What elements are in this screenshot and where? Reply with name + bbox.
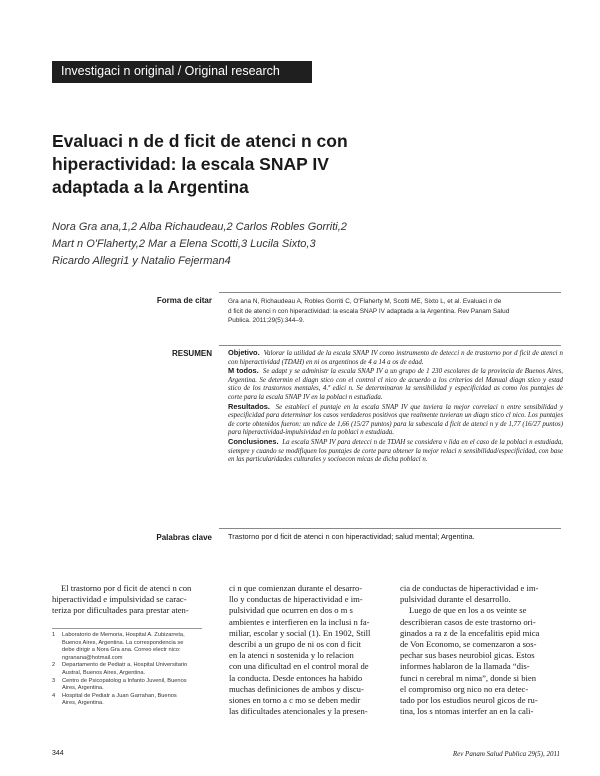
footnote	[52, 662, 207, 677]
body-line: el compromiso org nico no era detec-	[400, 683, 529, 694]
footnote-rule	[52, 628, 202, 629]
author-line: Ricardo Allegri1 y Natalio Fejerman4	[52, 255, 231, 267]
body-line: ci n que comienzan durante el desarro-	[229, 583, 363, 593]
title-line: Evaluaci n de d ficit de atenci n con	[52, 131, 348, 151]
body-line: la conducta. Desde entonces ha habido	[229, 672, 363, 683]
body-line: tina, los s ntomas interfer an en la cali-	[400, 706, 534, 717]
abstract-metodos	[228, 367, 563, 402]
abstract-objetivo	[228, 349, 563, 367]
abstract-label: RESUMEN	[171, 349, 212, 358]
footnote-line: Austral, Buenos Aires, Argentina.	[62, 669, 146, 676]
abstract-heading: Resultados.	[228, 401, 270, 411]
body-line: ambientes e interfieren en la inclusi n fa-	[229, 616, 370, 627]
body-line: siones en torno a c mo se deben medir	[229, 695, 361, 706]
citation-rule	[219, 292, 561, 293]
abstract-conclusiones	[228, 438, 563, 465]
body-line: Luego de que en los a os veinte se	[409, 605, 527, 616]
body-line: con una dificultad en el control moral de	[229, 661, 369, 672]
body-line: teriza por dificultades para prestar aten-	[52, 605, 189, 616]
body-line: las dificultades atencionales y la presen-	[229, 706, 368, 717]
body-line: de Von Economo, se comenzaron a sos-	[400, 639, 537, 650]
abstract-resultados	[228, 403, 563, 438]
body-line: llo y conductas de hiperactividad e im-	[229, 594, 363, 605]
footnote-number: 1	[52, 632, 56, 638]
body-line: hiperactividad e impulsividad se carac-	[52, 594, 187, 605]
footnote	[52, 632, 207, 662]
body-line: El trastorno por d ficit de atenci n con	[61, 583, 192, 593]
body-line: describi a un grupo de ni os con d ficit	[229, 639, 361, 650]
body-line: funci n cerebral m nima”, donde si bien	[400, 672, 537, 683]
body-line: cia de conductas de hiperactividad e im-	[400, 583, 539, 593]
abstract-rule	[219, 345, 561, 346]
citation-text	[228, 297, 563, 326]
citation-line: Gra ana N, Richaudeau A, Robles Gorriti C, O'Flaherty M, Scotti ME, Sixto L, et al. Evaluaci n de	[228, 298, 502, 305]
body-column-2	[229, 583, 381, 717]
abstract-heading: Objetivo.	[228, 348, 260, 357]
journal-reference: Rev Panam Salud Publica 29(5), 2011	[452, 750, 560, 758]
abstract-text: La escala SNAP IV para detecci n de TDAH se considera v lida en el caso de la poblaci n estudiada, siempre y cuando se modifiquen los puntajes de corte para obtener la mejor relaci n sensibilidad/especificidad, con base en las particularidades culturales y socioecon micas de dicha poblaci n.	[228, 438, 564, 464]
footnote-line: Laboratorio de Memoria, Hospital A. Zubizarreta,	[62, 632, 185, 638]
body-line: pulsividad que ocurren en dos o m s	[229, 605, 353, 616]
keywords-rule	[219, 528, 561, 529]
body-line: pechar sus bases neurobiol gicas. Estos	[400, 650, 535, 661]
author-line: Mart n O'Flaherty,2 Mar a Elena Scotti,3 Lucila Sixto,3	[52, 238, 316, 250]
body-line: muchas definiciones de ambos y discu-	[229, 683, 364, 694]
title-line: adaptada a la Argentina	[52, 177, 249, 197]
section-banner	[52, 61, 312, 83]
body-line: tado por los estudios neurol gicos de ru-	[400, 695, 538, 706]
footnote-line: Aires, Argentina.	[62, 685, 104, 692]
footnote-number: 2	[52, 662, 56, 669]
author-list	[52, 219, 552, 270]
section-label: Investigaci n original / Original research	[61, 64, 280, 78]
body-line: en la atenci n sostenida y lo relacion	[229, 650, 354, 661]
citation-line: d ficit de atenci n con hiperactividad: la escala SNAP IV adaptada a la Argentina. Rev Panam Salud	[228, 307, 510, 315]
footnote-email-link[interactable]: ngranana@hotmail.com	[62, 654, 123, 661]
citation-line: Publica. 2011;29(5):344–9.	[228, 317, 305, 324]
footnote-line: debe dirigir a Nora Gra ana. Correo electr nico:	[62, 647, 181, 654]
keywords-text: Trastorno por d ficit de atenci n con hiperactividad; salud mental; Argentina.	[228, 532, 475, 541]
body-line: informes hablaron de la llamada “dis-	[400, 661, 530, 672]
footnote-line: Aires, Argentina.	[62, 700, 104, 707]
footnote-line: Centro de Psicopatolog a Infanto Juvenil, Buenos	[62, 677, 187, 684]
footnote-number: 3	[52, 677, 56, 684]
page-number: 344	[52, 750, 64, 757]
citation-label: Forma de citar	[156, 296, 212, 305]
footnote-number: 4	[52, 692, 56, 699]
footnotes	[52, 632, 207, 708]
abstract-text: Valorar la utilidad de la escala SNAP IV como instrumento de detecci n de trastorno por d ficit de atenci n con hiperactividad (TDAH) en ni os argentinos de 4 a 14 a os de edad.	[228, 350, 563, 366]
body-column-1	[52, 583, 204, 617]
abstract-text: Se estableci el puntaje en la escala SNAP IV que tuviera la mejor correlaci n entre sensibilidad y especificidad para determinar los casos verdaderos positivos que realmente tuvieran un diagn stico cl nico. Los puntajes de corte obtenidos fueron: un ndice de 1,66 (15/27 puntos) para la subescala d ficit de atenci n y de 1,77 (16/27 puntos) para hiperactividad-impulsividad en la poblaci n estudiada.	[228, 403, 564, 437]
footnote-line: Hospital de Pediatr a Juan Garrahan, Buenos	[62, 692, 177, 699]
footnote	[52, 678, 207, 693]
article-title	[52, 130, 522, 199]
body-line: describieran casos de este trastorno ori-	[400, 616, 536, 627]
abstract-body	[228, 349, 563, 465]
footnote-line: Buenos Aires, Argentina. La correspondencia se	[62, 639, 184, 646]
body-line: miliar, escolar y social (1). En 1902, Still	[229, 627, 371, 638]
footnote-line: Departamento de Pediatr a, Hospital Universitario	[62, 662, 188, 669]
abstract-heading: Conclusiones.	[228, 436, 279, 446]
body-column-3	[400, 583, 552, 717]
body-line: ginados a ra z de la encefalitis epid mica	[400, 627, 540, 638]
footnote	[52, 693, 207, 708]
body-line: pulsividad durante el desarrollo.	[400, 594, 511, 605]
title-line: hiperactividad: la escala SNAP IV	[52, 154, 329, 174]
author-line: Nora Gra ana,1,2 Alba Richaudeau,2 Carlos Robles Gorriti,2	[52, 221, 347, 233]
abstract-text: Se adapt y se administr la escala SNAP IV a un grupo de 1 230 escolares de la provincia de Buenos Aires, Argentina. Se determin el diagn stico con el control cl nico de acuerdo a los criterios del Manual diagn stico y estad stico de los trastornos mentales, 4.ª edici n. Se determinaron la sensibilidad y especificidad as como los puntajes de corte para la escala SNAP IV en la poblaci n estudiada.	[228, 368, 563, 401]
abstract-heading: M todos.	[228, 366, 259, 376]
keywords-label: Palabras clave	[156, 533, 212, 542]
